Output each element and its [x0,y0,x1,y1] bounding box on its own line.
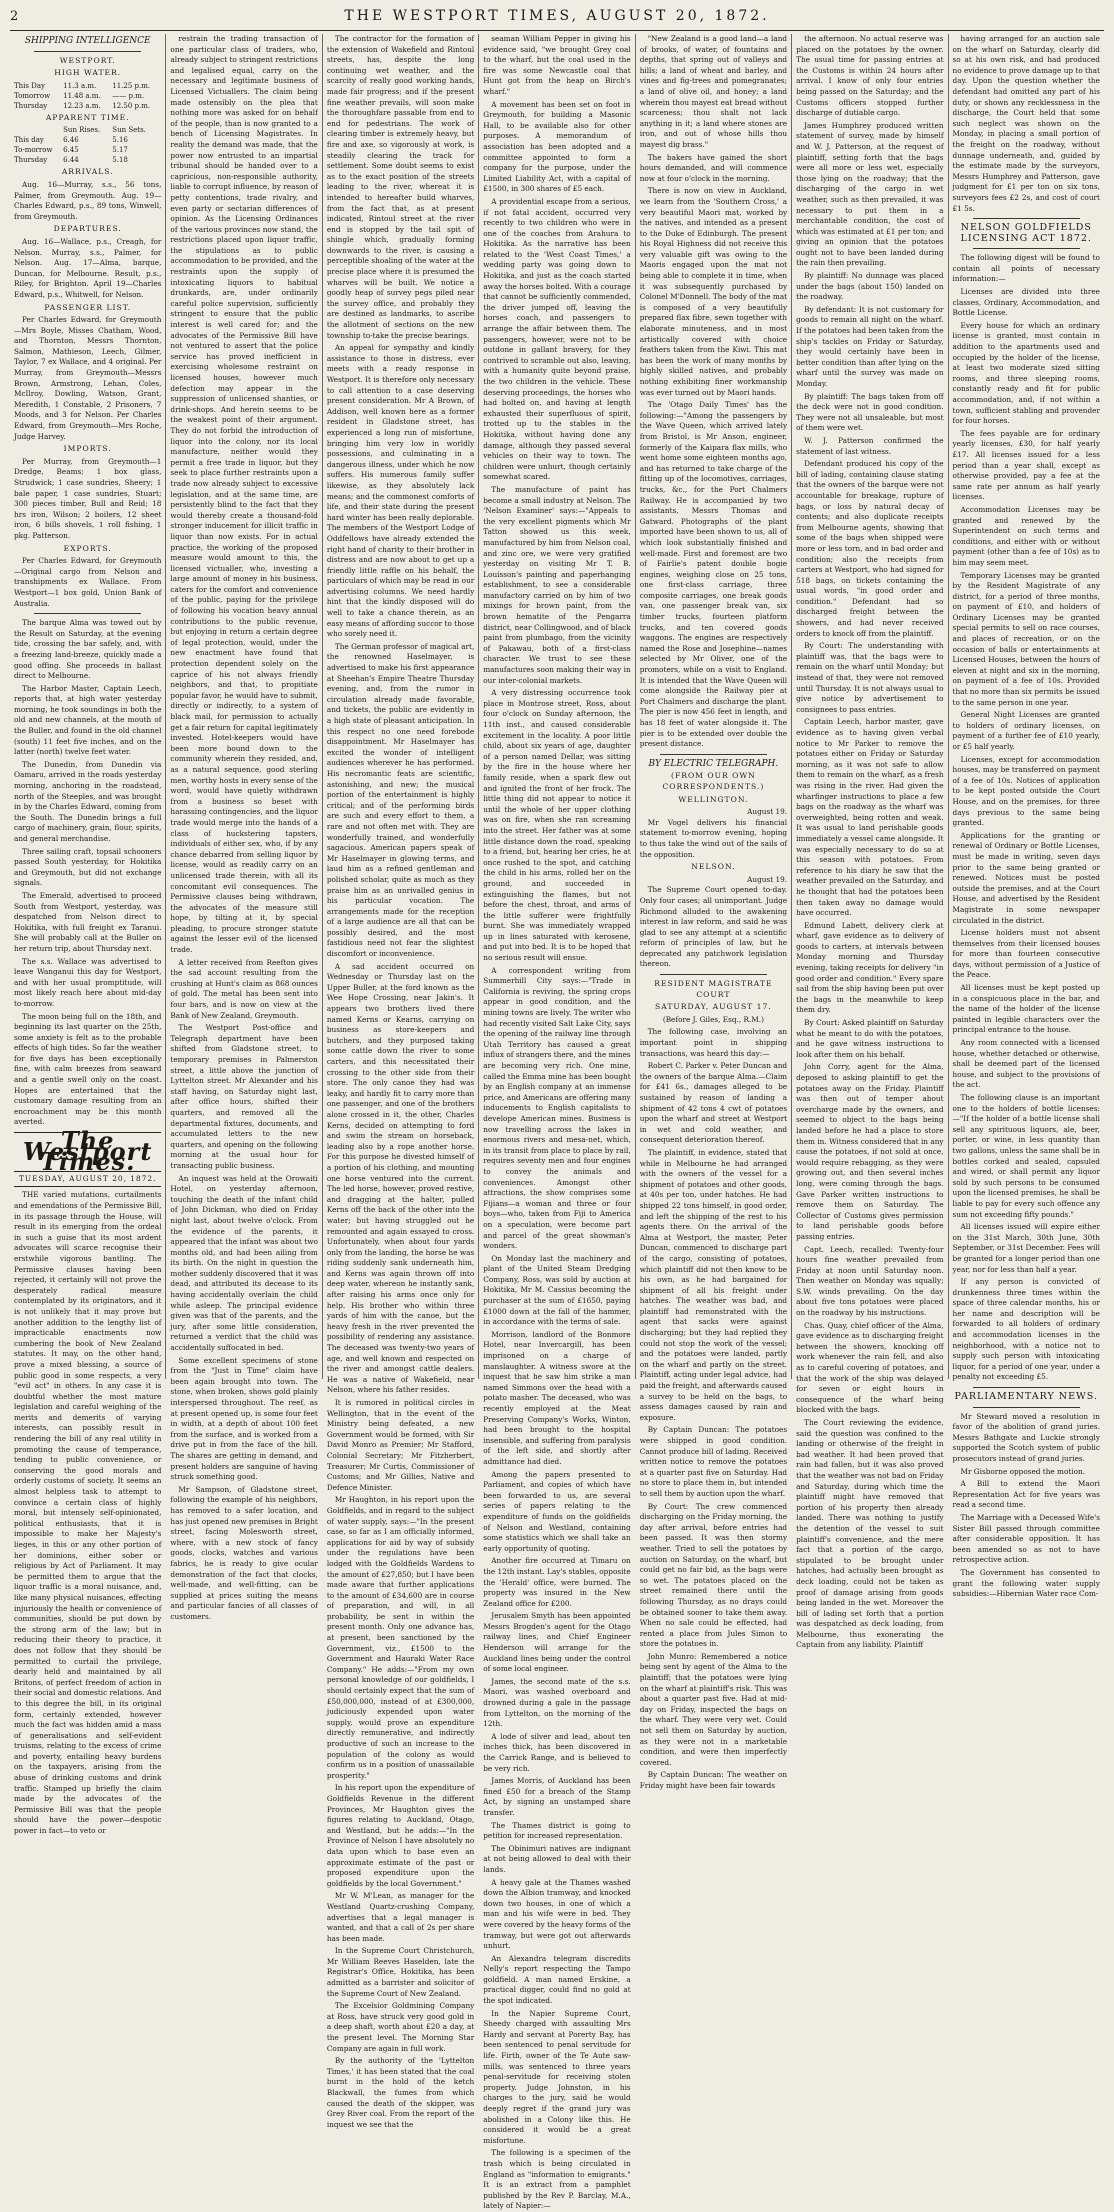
court-paragraph: Robert C. Parker v. Peter Duncan and the owners of the barque Alma.—Claim for £41 6s., damages alleged to be sustained by reason of landing a shipment of 42 tons 4 cwt of potatoes upon the wharf and street at Westport in wet and cold weather, and consequent deterioration thereof. [639,1061,788,1145]
wellington-heading: WELLINGTON. [678,794,749,804]
column-3 [323,34,479,2129]
apparent-time-heading: APPARENT TIME. [45,112,130,122]
departures-text: Aug. 16—Wallace, p.s., Creagh, for Nelson. Murray, s.s., Palmer, for Nelson. Aug. 17—Alma, barque, Duncan, for Melbourne. Result, p.s., Riley, for Brighton. April 19—Charles Edward, p.s., Whitwell, for Nelson. [14,236,162,299]
high-water-table [14,81,161,111]
columns [10,34,1104,2211]
passenger-heading: PASSENGER LIST. [44,302,132,312]
table-row: Thursday 12.23 a.m. 12.50 p.m. [14,101,151,110]
article-paragraph: A sad accident occurred on Wednesday or Thursday last on the Upper Buller, at the ford known as the Wee Hope Crossing, near Jakin's. It appears two brothers lived there named Kerns or Kearns, carrying on business as store-keepers and butchers, and they purposed taking some cattle down the river to some carters, and this necessitated their crossing to the other side from their store. The only canoe they had was leaky, and hardly fit to carry more than one passenger, and one of the brothers alone crossed in it, the other, Charles Kerns, decided on attempting to ford and swim the stream on horseback, leading also by a rope another horse. For this purpose he divested himself of a portion of his clothing, and mounting one horse ventured into the current. The led horse, however, proved restive, and dragging at the halter, pulled Kerns off the back of the other into the water; but having struggled out he remounted and again essayed to cross. Unfortunately, when about four yards only from the landing, the horse he was riding suddenly sank underneath him, and Kerns was again thrown off into deep water, whereon he instantly sank, after raising his arms once only for help. His brother who within three yards of him with the canoe, but the heavy fresh in the river prevented the possibility of rendering any assistance. The deceased was twenty-two years of age, and well known and respected on the river and amongst cattle dealers. He was a native of Wakefield, near Nelson, where his father resides. [326,961,475,1395]
shipping-note: Three sailing craft, topsail schooners passed South yesterday, for Hokitika and Greymouth, but did not exchange signals. [14,846,162,888]
court-paragraph: the afternoon. No actual reserve was placed on the potatoes by the owner. The usual time for passing entries at the Customs is within 24 hours after arrival. I know of only four entries being passed on the Saturday; and the Customs officers stopped further discharge of dutiable cargo. [796,34,944,118]
table-row: This Day 11.3 a.m. 11.25 p.m. [14,81,151,90]
court-paragraph: By Court: The understanding with plaintiff was, that the bags were to remain on the wharf until Monday; but instead of that, they were not removed until Thursday. It is not always usual to give notice by advertisement to consignees to pass entries. [796,641,944,714]
arrivals-heading: ARRIVALS. [61,167,114,177]
article-paragraph: The bakers have gained the short hours demanded, and will commence now at four o'clock in the morning. [639,152,788,183]
article-paragraph: Morrison, landlord of the Bonmore Hotel, near Invercargill, has been imprisoned on a charge of manslaughter. A witness swore at the inquest that he saw him strike a man named Simmons over the head with a potato masher. The deceased, who was recently employed at the Meat Preserving Company's Works, Winton, had been brought to the hospital insensible, and suffering from paralysis of the left side, and shortly after admittance had died. [483,1329,631,1466]
dateline: TUESDAY, AUGUST 20, 1872. [14,1174,161,1188]
column-4 [479,34,635,2211]
parliament-paragraph: Mr Steward moved a resolution in favor of the abolition of grand juries. Messrs Bathgate and Luckie strongly supported the Scotch system of public prosecutors instead of grand juries. [952,1411,1100,1463]
wellington-date: August 19. [747,807,788,817]
court-paragraph: By Captain Duncan: The potatoes were shipped in good condition. Cannot produce bill of lading. Received written notice to remove the potatoes at a quarter past five on Saturday. Had no store to place them in, but intended to sell them by auction upon the wharf. [639,1425,788,1498]
parliament-paragraph: A Bill to extend the Maori Representation Act for five years was read a second time. [952,1479,1100,1510]
article-paragraph: A lode of silver and lead, about ten inches thick, has been discovered in the Carrick Range, and is believed to be very rich. [483,1731,631,1773]
paper-title: The Westport Times. [14,1132,161,1172]
article-paragraph: James, the second mate of the s.s. Maori, was washed overboard and drowned during a gale in the passage from Lyttelton, on the morning of the 12th. [483,1676,631,1729]
leader-article: THE varied mutations, curtailments and emendations of the Permissive Bill, in its passage through the House, will result in its emerging from the ordeal in such a guise that its most ardent advocates will scarce recognise their erstwhile vigorous bantling. The Permissive clauses having been rejected, it certainly will not prove the desperately radical measure contemplated by its originators, and it is not unlikely that it may prove but another addition to the lengthy list of impracticable enactments now cumbering the book of New Zealand statutes. It may, on the other hand, prove a mixed blessing, a source of public good in some respects, a very "evil act" in others. In any case it is doubtful whether the most mature legislation and careful weighing of the merits and demerits of varying interests, can possibly result in rendering the bill of any real utility in promoting the cause of temperance, tending to public convenience, or conserving the good morals and orderly customs of society. It seems an almost helpless task to attempt to convince a certain class of highly moral, but intensely self-opinionated, political enthusiasts, that it is impossible to make her Majesty's lieges, in this or any other portion of her dominions, either sober or religious by Act of Parliament. It may be permitted them to argue that the liquor traffic is a moral nuisance, and, like many physical nuisances, effecting injuriously the health or convenience of communities, should be put down by the strong arm of the law; but in reducing their theory to practice, it does not follow that they should be permitted to curtail the privilege, dearly held and maintained by all Britons, of perfect freedom of action in their social and domestic relations. And to this degree the bill, in its original form, certainly extended, however much the fact was hidden amid a mass of generalisations and self-evident truisms, relating to the excess of crime and poverty, entailing heavy burdens on the taxpayers, arising from the abuse of drinking customs and drink traffic. Stamped up briefly the claim made by the advocates of the Permissive Bill was that the people should have the power—despotic power in fact—to veto or [14,1190,162,1836]
port-heading: WESTPORT. [59,55,116,65]
table-header: Sun Rises. Sun Sets. [63,126,146,135]
imports-text: Per Murray, from Greymouth—1 Dredge, Beams; 1 box glass, Strudwick; 1 case sundries, Sheery; 1 bale paper, 1 case sundries, Stuart; 300 pieces timber, Bull and Reid; 18 hrs iron, Wilson; 2 boilers, 12 sheet iron, 6 bills shovels, 1 roll fishing, 1 pkg. Patterson. [14,456,162,540]
court-paragraph: John Munro: Remembered a notice being sent by agent of the Alma to the plaintiff; that the potatoes were lying on the wharf at plaintiff's risk. This was about a quarter past five. Had at mid-day on Friday, inspected the bags on the wharf. They were very wet. Could not sell them on Saturday by auction, as they were not in a marketable condition, and were then imperfectly covered. [639,1651,788,1767]
nelson-text: The Supreme Court opened to-day. Only four cases; all unimportant. Judge Richmond alluded to the awakening interest in law reform, and said he was glad to see any attempt at a scientific reform of principles of law, but he deprecated any patchwork legislation thereon. [639,885,788,969]
article-paragraph: The Westport Post-office and Telegraph department have been shifted from Gladstone street, to temporary premises in Palmerston street, a little above the junction of Lyttelton street. Mr Alexander and his staff having, on Saturday night last, after office hours, shifted their quarters, and removed all the departmental fixtures, documents, and accumulated letters to the new quarters, and opening on the following morning at the usual hour for transacting public business. [170,1023,318,1170]
article-paragraph: A very distressing occurrence took place in Montrose street, Ross, about four o'clock on Sunday afternoon, the 11th inst., and caused considerable excitement in the locality. A poor little child, about six years of age, daughter of a person named Dellar, was sitting by the fire in the house where her family reside, when a spark flew out and ignited the front of her frock. The little thing did not appear to notice it until the whole of her upper clothing was on fire, when she ran screaming into the street. Her father was at some little distance down the road, speaking to a friend, but, hearing her cries, he at once rushed to the spot, and catching the child in his arms, rolled her on the ground, and succeeded in extinguishing the flames, but not before the chest, throat, and arms of the little sufferer were frightfully burnt. She was immediately wrapped up in lines saturated with kerosene, and put into bed. It is to be hoped that no serious result will ensue. [483,688,631,963]
exports-heading: EXPORTS. [63,543,112,553]
arrivals-text: Aug. 16—Murray, s.s., 56 tons, Palmer, from Greymouth. Aug. 19—Charles Edward, p.s., 89 tons, Winwell, from Greymouth. [14,179,162,221]
column-5 [636,34,792,1790]
court-paragraph: Edmund Labett, delivery clerk at wharf, gave evidence as to delivery of goods to carters, at intervals between Monday morning and Thursday evening, taking receipts for delivery "in good order and condition." Every spare sail from the ship having been put over the bags in the meanwhile to keep them dry. [796,920,944,1015]
article-paragraph: In the Napier Supreme Court, Sheedy charged with assaulting Mrs Hardy and servant at Porerty Bay, has been sentenced to penal servitude for life. Firth, owner of the Te Aute saw-mills, was sentenced to three years penal-servitude for receiving stolen property. Judge Johnston, in his charges to the jury, said he would deeply regret if the grand jury was abolished in a Colony like this. He considered it would be a great misfortune. [483,2008,631,2145]
court-paragraph: The Court reviewing the evidence, said the question was confined to the landing or otherwise of the freight in bad weather. It had been proved that rain had fallen, but it was also proved that the weather was not bad on Friday and Saturday, during which time the plaintiff might have removed that portion of his property then already landed. There was nothing to justify the detention of the vessel to suit plaintiff's convenience, and the mere fact that a portion of the cargo, stipulated to be brought under hatches, had actually been brought as deck loading, could not be taken as proof of damage arising from goods being landed in the wet. Moreover the bill of lading set forth that a portion was despatched as deck loading, from Melbourne, thus exonerating the Captain from any liability. Plaintiff [796,1418,944,1650]
court-paragraph: The plaintiff, in evidence, stated that while in Melbourne he had arranged with the owners of the vessel for a shipment of potatoes and other goods, at 40s per ton, under hatches. He had shipped 22 tons himself, in good order, and left the shipping of the rest to his agents there. On the arrival of the Alma at Westport, the master, Peter Duncan, commenced to discharge part of the cargo, consisting of potatoes, which plaintiff did not then know to be his own, as he had bargained for shipment of all his freight under hatches. The weather was bad, and plaintiff had remonstrated with the agent that sacks were against discharging; but they had replied they could not stop the work of the vessel; and the potatoes were landed, partly on the wharf and partly on the street. Plaintiff, acting under legal advice, had paid the freight, and afterwards caused a survey to be held on the bags, to assess damages caused by rain and exposure. [639,1147,788,1422]
goldfields-paragraph: Accommodation Licenses may be granted and renewed by the Superintendent on such terms and conditions, and either with or without payment (other than a fee of 10s) as to him may seem meet. [952,504,1100,567]
article-paragraph: Some excellent specimens of stone from the "Just in Time" claim have been again brought into town. The stone, when broken, shows gold plainly interspersed throughout. The reef, as at present opened up, is some four feet in width, at a depth of about 100 feet from the surface, and is worked from a drive put in from the face of the hill. The shares are getting in demand, and present holders are sanguine of having struck something good. [170,1355,318,1482]
page-number: 2 [10,9,19,24]
court-paragraph: Capt. Leech, recalled: Twenty-four hours fine weather prevailed from Friday at noon until Saturday noon. Then weather on Monday was squally; S.W. winds prevailing. On the day about five tons potatoes were placed on the roadway by his instructions. [796,1244,944,1318]
shipping-note: The Emerald, advertised to proceed South from Westport, yesterday, was despatched from Nelson direct to Hokitika, with full freight ex Taranui. She will probably call at the Buller on her return trip, about Thursday next. [14,890,162,953]
departures-heading: DEPARTURES. [53,224,122,234]
article-paragraph: Another fire occurred at Timaru on the 12th instant. Lay's stables, opposite the 'Herald' office, were burned. The property was insured in the New Zealand office for £200. [483,1556,631,1608]
table-row: Tomorrow 11.48 a.m. —— p.m. [14,91,145,100]
article-paragraph: The 'Otago Daily Times' has the following:—"Among the passengers by the Wave Queen, which arrived lately from Bristol, is Mr Anson, engineer, formerly of the Kaipara flax mills, who went home some eighteen months ago, and has returned to take charge of the fitting up of the locomotives, carriages, trucks, &c., for the Port Chalmers Railway. He is accompanied by two assistants, Messrs Thomas and Gatward. Photographs of the plant imported have been shown to us, all of which look substantially finished and well-made. First and foremost are two of Fairlie's patent double bogie engines, weighing close on 25 tons, one first-class carriage, three composite carriages, one break goods van, one passenger break van, six timber trucks, fourteen platform trucks, and ten covered goods waggons. The engines are respectively named the Rose and Josephine—names selected by Mr Oliver, one of the promoters, while on a visit to England. It is intended that the Wave Queen will come alongside the Railway pier at Port Chalmers and discharge the plant. The pier is now 456 feet in length, and has 18 feet of water alongside it. The pier is to be extended over double the present distance. [639,400,788,749]
article-paragraph: There is now on view in Auckland, we learn from the 'Southern Cross,' a very beautiful Maori mat, worked by the natives, and intended as a present to the Duke of Edinburgh. The present his Royal Highness did not receive this very valuable gift was owing to the Maoris engaged upon the mat not being able to complete it in time, when it was subsequently purchased by Colonel M'Donnell. The body of the mat is composed of a very beautifully prepared flax fibre, sewn together with elaborate minuteness, and in most artistically covered with choice feathers taken from the Kiwi. This mat has been the work of many months by highly skilled natives, and probably nothing exhibiting finer workmanship was ever turned out by Maori hands. [639,186,788,397]
article-paragraph: In his report upon the expenditure of Goldfields Revenue in the different Provinces, Mr Haughton gives the figures relating to Auckland, Otago, and Westland, but he adds:—"In the Province of Nelson I have absolutely no data upon which to base even an approximate estimate of the past or proposed expenditure upon the goldfields by the local Government." [326,1783,475,1888]
article-paragraph: "New Zealand is a good land—a land of brooks, of water, of fountains and depths, that spring out of valleys and hills; a land of wheat and barley, and vines and fig-trees and pomegranates; a land of olive oil, and honey; a land wherein thou mayest eat bread without scarceness; thou shalt not lack anything in it; a land where stones are iron, and out of whose hills thou mayest dig brass." [639,34,788,149]
court-paragraph: By defendant: It is not customary for goods to remain all night on the wharf. If the potatoes had been taken from the ship's tackles on Friday or Saturday, they would certainly have been in better condition than after lying on the wharf until the survey was made on Monday. [796,304,944,388]
article-paragraph: An Alexandra telegram discredits Nelly's report respecting the Tampo goldfield. A man named Erskine, a practical digger, could find no gold at the spot indicated. [483,1953,631,2006]
running-head: THE WESTPORT TIMES, AUGUST 20, 1872. [344,8,770,24]
goldfields-heading: NELSON GOLDFIELDS LICENSING ACT 1872. [960,222,1092,244]
goldfields-paragraph: The fees payable are for ordinary yearly licenses, £30, for half yearly £17. All licenses issued for a less period than a year shall, except as otherwise provided, pay a fee at the same rate per annum as half yearly licenses. [952,428,1100,502]
goldfields-paragraph: Every house for which an ordinary license is granted, must contain in addition to the apartments used and occupied by the holder of the license, at least two moderate sized sitting rooms, and three sleeping rooms, constantly ready and fit for public accommodation, and, if not within a town, sufficient stabling and provender for four horses. [952,320,1100,426]
court-paragraph: having arranged for an auction sale on the wharf on Saturday, clearly did so at his own risk, and had produced no evidence to prove damage up to that day. Upon the question whether the defendant had omitted any part of his duty, or shown any recklessness in the discharge, the Court held that some such neglect was shown on the Monday, in placing a small portion of the freight on the roadway, without dunnage underneath, and, guided by the estimate made by the surveyors, Messrs Humphrey and Patterson, gave judgment for £1 per ton on six tons, surveyors fees £2 2s, and cost of court £1 5s. [952,34,1100,213]
goldfields-paragraph: If any person is convicted of drunkenness three times within the space of three calendar months, his or her name and description will be forwarded to all holders of ordinary and accommodation licenses in the neighborhood, with a notice not to supply such person with intoxicating liquor, for a period of one year, under a penalty not exceeding £5. [952,1277,1100,1382]
article-paragraph: The manufacture of paint has become a small industry at Nelson. The 'Nelson Examiner' says:—"Appeals to the very excellent pigments which Mr Tatton showed us this week, manufactured by him from Nelson coal, and zinc ore, we were very gratified yesterday on visiting Mr T. B. Louisson's painting and paperhanging establishment, to see a considerable manufactory carried on by him of two mixings for brown paint, from the brown hematite of the Pengarra district, near Collingwood, and of black paint from plumbago, from the vicinity of Pakawau, both of a first-class character. We trust to see these manufactures soon making their way in our inter-colonial markets. [483,484,631,685]
table-row: To-morrow 6.45 5.17 [14,146,128,155]
telegraph-heading: BY ELECTRIC TELEGRAPH. [648,758,779,769]
goldfields-paragraph: All licenses issued will expire either on the 31st March, 30th June, 30th September, or 31st December. Fees will be granted for a longer period than one year, nor for less than half a year. [952,1222,1100,1274]
article-paragraph: The Obinimuri natives are indignant at not being allowed to deal with their lands. [483,1843,631,1874]
court-paragraph: By plaintiff: No dunnage was placed under the bags (about 150) landed on the roadway. [796,271,944,302]
goldfields-paragraph: Licenses are divided into three classes, Ordinary, Accommodation, and Bottle License. [952,287,1100,318]
article-paragraph: The Excelsior Goldmining Company at Ross, have struck very good gold in a deep shaft, worth about £20 a day, at the present level. The Morning Star Company are again in full work. [326,2001,475,2053]
article-paragraph: Mr Sampson, of Gladstone street, following the example of his neighbors, has removed to a safer location, and has just opened new premises in Bright street, facing Molesworth street, where, with a new stock of fancy goods, clocks, watches and various fabrics, he is ready to give ocular demonstration of the fact that clocks, well-made, and well-fitting, can be supplied at prices suiting the means and particular fancies of all classes of customers. [170,1484,318,1621]
article-paragraph: Mr Haughton, in his report upon the Goldfields, and in regard to the subject of water supply, says:—"In the present case, so far as I am officially informed, applications for aid by way of subsidy under the regulations have been lodged with the Goldfields Wardens to the amount of £27,850; but I have been made aware that further applications to the amount of £34,600 are in course of preparation, and will, in all probability, be sent in within the present month. Only one advance has, at present, been sanctioned by the Government, viz., £1500 to the Government and Hauraki Water Race Company." He adds:—"From my own personal knowledge of our goldfields, I should certainly expect that the sum of £50,000,000, instead of at £300,000, judiciously expended upon water supply, would prove an expenditure directly remunerative, and indirectly productive of such an increase to the population of the colony as would confirm us in a position of unassailable prosperity." [326,1495,475,1780]
court-heading: RESIDENT MAGISTRATE COURT [654,979,773,999]
passenger-text: Per Charles Edward, for Greymouth—Mrs Boyle, Misses Chatham, Wood, and Thornton, Messrs Thornton, Salmon, Mathieson, Leech, Gilmer, Taylor, 7 ex Wallace, and 4 original. Per Murray, from Greymouth—Messrs Brown, Armstrong, Lehan, Coles, McIlroy, Dowling, Watson, Grant, Meredith, 1 Constable, 2 Prisoners, 7 Moods, and 3 for Nelson. Per Charles Edward, from Greymouth—Mrs Roche, Judge Harvey. [14,315,162,441]
court-bench: (Before J. Giles, Esq., R.M.) [662,1014,764,1024]
court-paragraph: Defendant produced his copy of the bill of lading, containing clause stating that the owners of the barque were not accountable for breakage, rupture of bags, or loss by natural decay of contents; and also duplicate receipts from Melbourne agents, showing that some of the bags when shipped were more or less torn, and in bad order and condition; also the receipts from carters at Westport, who had signed for 518 bags, on tickets containing the usual words, "in good order and condition." Defendant had so discharged freight between the showers, and had never received orders to knock off from the plaintiff. [796,459,944,638]
shipping-heading: SHIPPING INTELLIGENCE [24,36,151,46]
article-paragraph: James Morris, of Auckland has been fined £50 for a breach of the Stamp Act, by signing an unstamped share transfer. [483,1776,631,1817]
goldfields-paragraph: All licenses must be kept posted up in a conspicuous place in the bar, and the name of the holder of the license painted in legible characters over the principal entrance to the house. [952,983,1100,1035]
article-paragraph: An inquest was held at the Orowaiti Hotel, on yesterday afternoon, touching the death of the infant child of John Dickman, who died on Friday night last, about twelve o'clock. From the evidence of the parents, it appeared that the infant was about two months old, and had been ailing from its birth. On the night in question the mother suddenly discovered that it was dead, and attributed its decease to its having accidentally overlain the child while asleep. The principal evidence given was that of the parents, and the jury, after some little consideration, returned a verdict that the child was accidentally suffocated in bed. [170,1173,318,1353]
article-paragraph: Among the papers presented to Parliament, and copies of which have been forwarded to us, are several series of papers relating to the expenditure of funds on the goldfields of Nelson and Westland, containing some statistics which we shall take an early opportunity of quoting. [483,1469,631,1553]
article-paragraph: A heavy gale at the Thames washed down the Albion tramway, and knocked down two houses, in one of which a man and his wife were in bed. They were covered by the heavy forms of the tramway, but were got out afterwards unhurt. [483,1877,631,1951]
article-paragraph: seaman William Pepper in giving his evidence said, "we brought Grey coal to the wharf, but the coal used in the fire was some Newcastle coal that Hunt got from the heap on Birch's wharf." [483,34,631,96]
goldfields-paragraph: The following digest will be found to contain all points of necessary information:— [952,253,1100,284]
apparent-time-table [14,125,161,165]
goldfields-paragraph: License holders must not absent themselves from their licensed houses for more than fourteen consecutive days, without permission of a Justice of the Peace. [952,928,1100,980]
article-paragraph: A movement has been set on foot in Greymouth, for building a Masonic Hall, to be available also for other purposes. A memorandum of association has been adopted and a committee appointed to form a company for the purpose, under the Limited Liability Act, with a capital of £1500, in 300 shares of £5 each. [483,99,631,194]
exports-text: Per Charles Edward, for Greymouth—Original cargo from Nelson and transhipments ex Wallace. From Westport—1 box gold, Union Bank of Australia. [14,556,162,608]
shipping-note: The Dunedin, from Dunedin via Oamaru, arrived in the roads yesterday morning, anchoring in the roadstead, north of the Steeples, and was brought in by the Charles Edward, coming from the South. The Dunedin brings a full cargo of machinery, grain, flour, spirits, and general merchandise. [14,759,162,843]
court-paragraph: Chas. Quay, chief officer of the Alma, gave evidence as to discharging freight between the showers, knocking off work whenever the rain fell, and also as to careful covering of potatoes, and that the work of the ship was delayed for seven or eight hours in consequence of the wharf being blocked with the bags. [796,1320,944,1415]
shipping-note: The Harbor Master, Captain Leech, reports that, at high water yesterday morning, he took soundings in both the old and new channels, at the mouth of the Buller, and found in the old channel (south) 11 feet five inches, and on the latter (north) twelve feet water. [14,683,162,757]
parliament-paragraph: The Marriage with a Deceased Wife's Sister Bill passed through committee after considerable opposition. It has been amended so as not to have retrospective action. [952,1512,1100,1565]
court-paragraph: The following case, involving an important point in shipping transactions, was heard this day:— [639,1027,788,1058]
shipping-note: The moon being full on the 18th, and beginning its last quarter on the 25th, some anxiety is felt as to the probable effects of high tides. So far the weather for five days has been exceptionally fine, with calm breezes from seaward and a gentle swell only on the coast. Hopes are entertained that the customary damage resulting from an encroachment may be this month averted. [14,1011,162,1127]
article-paragraph: The contractor for the formation of the extension of Wakefield and Rintoul streets, has, despite the long continuing wet weather, and the scarcity of really good working hands, made fair progress; and if the present fine weather prevails, will soon make the thoroughfare passable from end to end for pedestrians. The work of clearing timber is extremely heavy, but fire and axe, so vigorously at work, is steadily clearing the track for settlement. Some doubt seems to exist as to the exact position of the streets leading to the river, whereat it is intended to hereafter build wharves, from the fact that, as at present indicated, Rintoul street at the river end is stopped by the tail spit of shingle which, gradually forming downwards to the river, is causing a perceptible shoaling of the water at the precise place where it is presumed the wharves will be built. We notice a goodly heap of survey pegs piled near the survey office, and probably they are destined as landmarks, to ascribe the allotment of sections on the new township to-take the precise bearings. [326,34,475,340]
shipping-note: The s.s. Wallace was advertised to leave Wanganui this day for Westport, and with her usual promptitude, will most likely reach here about mid-day to-morrow. [14,956,162,1008]
parliament-paragraph: Mr Gisborne opposed the motion. [960,1466,1086,1476]
article-paragraph: In the Supreme Court Christchurch, Mr William Reeves Haselden, late the Registrar's Office, Hokitika, has been admitted as a barrister and solicitor of the Supreme Court of New Zealand. [326,1946,475,1998]
article-paragraph: restrain the trading transaction of one particular class of traders, who, already subject to stringent restrictions and legalised equal, carry on the necessary and legitimate business of Licensed Victuallers. The claim being made ostensibly on the plea that nothing more was asked for on behalf of the people, than is now granted to a bench of Licensing Magistrates. In reality the demand was made, that the power now entrusted to an impartial tribunal should be handed over to a capricious, non-responsible authority, liable to corrupt influence, by reason of petty contentions, trade rivalry, and even party or sectarian differences of opinion. As the Licensing Ordinances of the various provinces now stand, the restrictions placed upon liquor traffic, the stipulations as to public accommodation to be provided, and the restraints upon the supply of intoxicating liquors to habitual drunkards, are, under ordinarily careful police supervision, sufficiently stringent to ensure that the public interest is well cared for; and the advocates of the Permissive Bill have not ventured to assert that the police service has proved inefficient in exercising wholesome restraint on licensed houses, however much defection may appear in the suppression of unlicensed shanties, or drink-shops. And herein seems to be the weakest point of their argument. They do not forbid the introduction of liquor into the colony, nor its local manufacture, neither would they permit a free trade in liquor, but they seek to place further restraints upon a trade now already subject to excessive legislation, and at the same time, are persistently blind to the fact that they would thereby create a thousand-fold stronger inducement for illicit traffic in liquor than now exists. For in actual practice, the working of the proposed measure would amount to this, the licensed victualler, who, investing a large amount of money in his business, caters for the comfort and convenience of the public, paying for the privilege of following his vocation heavy annual contributions to the public revenue, but enjoying in return a certain degree of legal protection, would, under the new enactment have found that protection dependent solely on the caprice of his not always friendly neighbors, and that, to propitiate popular favor, he would have to submit, directly or indirectly, to a system of black mail, for permission to actually get a fair return for capital legitimately invested. Hotel-keepers would have been more bound down to the community wherein they resided, and, as a natural sequence, good sterling men, worthy hosts in every sense of the word, would have quietly withdrawn from a business so beset with harassing contingencies, and the liquor trade would merge into the hands of a class of huckstering tapsters, individuals of either sex, who, if by any chance debarred from selling liquor by license, would as readily carry on an unlicensed trade therein, with all its concomitant evil consequences. The Permissive clauses being withdrawn, the advocates of the measure still hope, by tilting at it, by special pleading, to procure stronger statute against the lesser evil of the licensed trade. [170,34,318,955]
nelson-date: August 19. [747,874,788,884]
court-paragraph: James Humphrey produced written statement of survey, made by himself and W. J. Patterson, at the request of plaintiff, setting forth that the bags were all more or less wet, especially those lying on the roadway; that the discharging of the cargo in wet weather, such as then prevailed, it was necessary to put them in a merchantable condition, the cost of which was estimated at £1 per ton; and giving an opinion that the potatoes ought not to have been landed during the rain then prevailing. [796,120,944,268]
article-paragraph: A providential escape from a serious, if not fatal accident, occurred very recently to two children who were in one of the coaches from Arahura to Hokitika. As the narrative has been related to the 'West Coast Times,' a wedding party was going down to Hokitika, and just as the coach started away the horses bolted. With a courage that cannot be sufficiently commended, the driver jumped off, leaving the horses coach, and passengers to arrange the affair between them. The passengers, however, were not to be outdone in gallant bravery, for they contrived to scramble out also, leaving, with a humanity quite beyond praise, the two children in the vehicle. These deserving proceedings, the horses who had bolted on, and having at length exhausted their superfluous of spirit, trotted up to the stables in the Hokitika, without having done any damage, although they passed several vehicles on their way to town. The children were unhurt, though certainly somewhat scared. [483,196,631,482]
masthead [10,8,1104,31]
court-paragraph: By Court: Asked plaintiff on Saturday what he meant to do with the potatoes, and he gave witness instructions to look after them on his behalf. [796,1018,944,1059]
column-7 [949,34,1104,1599]
article-paragraph: By the authority of the 'Lyttelton Times,' it has been stated that the coal burnt in the hold of the ketch Blackwall, the fumes from which caused the death of the skipper, was Grey River coal. From the report of the inquest we see that the [326,2056,475,2129]
court-paragraph: John Corry, agent for the Alma, deposed to asking plaintiff to get the potatoes away on the Friday. Plaintiff was then out of temper about overcharge made by the owners, and seemed to object to the bags being landed before he had a place to store them in. Witness considered that in any cause the potatoes, if not sold at once, would require rebagging, as they were growing out, and then several inches long, were coming through the bags. Gave Parker written instructions to remove them on Saturday. The Collector of Customs gives permission to land perishable goods before passing entries. [796,1062,944,1241]
goldfields-paragraph: Any room connected with a licensed house, whether detached or otherwise, shall be deemed part of the licensed house, and subject to the provisions of the act. [952,1038,1100,1090]
court-date: SATURDAY, AUGUST 17. [655,1002,772,1012]
goldfields-paragraph: Licenses, except for accommodation houses, may be transferred on payment of a fee of 10s. Notices of application to be kept posted outside the Court House, and on the premises, for three days previous to the same being granted. [952,754,1100,828]
court-paragraph: By plaintiff: The bags taken from off the deck were not in good condition. They were not all unsaleable, but most of them were wet. [796,391,944,433]
nelson-heading: NELSON. [691,862,736,872]
column-6 [792,34,948,1650]
court-paragraph: W. J. Patterson confirmed the statement of last witness. [796,435,944,456]
article-paragraph: A correspondent writing from Summerhill City says:—"Trade in California is reviving, the spring crops appear in good condition, and the mining towns are lively. The writer who had recently visited Salt Lake City, says the opening of the railway line through Utah Territory has caused a great influx of strangers there, and the mines are becoming very rich. One mine, called the Emma mine has been bought by an English company at an immense price, and Americans are offering many inducements to English capitalists to develope American mines. Business is now travelling across the lakes in enormous rivers and mesa-net, which, in its transit from place to place by rail, requires seventy men and four engines to convey the animals and conveniences. Amongst other attractions, the show comprises some Fijians—a woman and three or four boys—who, taken from Fiji to America on a speculation, were become part and parcel of the great showman's wonders. [483,965,631,1251]
high-water-heading: HIGH WATER. [54,68,122,78]
article-paragraph: A letter received from Reefton gives the sad account resulting from the crushing at Hunt's claim as 868 ounces of gold. The metal has been sent into four bars, and is now on view at the Bank of New Zealand, Greymouth. [170,957,318,1020]
parliament-heading: PARLIAMENTARY NEWS. [954,1391,1098,1403]
wellington-text: Mr Vogel delivers his financial statement to-morrow evening, hoping to thus take the wind out of the sails of the opposition. [639,817,788,859]
imports-heading: IMPORTS. [63,444,112,454]
goldfields-paragraph: The following clause is an important one to the holders of bottle licenses:—"If the holder of a bottle license shall sell any spirituous liquors, ale, beer, porter, or wine, in less quantity than two gallons, unless the same shall be in bottles corked and sealed, capsuled and wired, or shall permit any liquor sold by such persons to be consumed upon the licensed premises, he shall be liable to pay for every such offence any sum not exceeding fifty pounds." [952,1093,1100,1219]
article-paragraph: The German professor of magical art, the renowned Haselmayer, is advertised to make his first appearance at Sheehan's Empire Theatre Thursday evening, and, from the rumor in circulation already made favorable, and tickets, the public are evidently in a high state of pleasant anticipation. In this respect no one need forebode disappointment. Mr Haselmayer has excited the wonder of intelligent audiences wherever he has performed. His necromantic feats are scientific, astonishing, and new; the musical portion of the entertainment is highly critical; and of the performing birds are such and every effort to them, a rare and not often met with. They are wonderfully trained, and wonderfully sagacious. American papers speak of Mr Haselmayer in glowing terms, and laud him as a refined gentleman and polished scholar, quite as much as they praise him as an unrivalled genius in his particular vocation. The arrangements made for the reception of a large audience are all that can be possibly desired, and the most fastidious need not fear the slightest discomfort or inconvenience. [326,641,475,959]
goldfields-paragraph: Temporary Licenses may be granted by the Resident Magistrate of any district, for a period of three months, on payment of £10, and holders of Ordinary Licenses may be granted special permits to sell on race courses, and places of recreation, or on the occasion of balls or entertainments at Licensed Houses, between the hours of eleven at night and six in the morning, on payment of a fee of 10s. Provided that no more than six permits be issued to the same person in one year. [952,570,1100,707]
article-paragraph: Jerusalem Smyth has been appointed Messrs Brogden's agent for the Otago railway lines, and Chief Engineer Henderson will arrange for the Auckland lines being under the control of some local engineer. [483,1611,631,1674]
article-paragraph: Mr W. M'Lean, as manager for the Westland Quartz-crushing Company, advertises that a legal manager is wanted, and that a call of 2s per share has been made. [326,1891,475,1943]
table-row: This day 6.46 5.16 [14,136,128,145]
telegraph-subheading: (FROM OUR OWN CORRESPONDENTS.) [662,771,765,791]
article-paragraph: The following is a specimen of the trash which is being circulated in England as "information to emigrants." It is an extract from a pamphlet published by the Rev P. Barclay, M.A., lately of Napier:— [483,2148,631,2211]
column-1 [10,34,166,1836]
article-paragraph: On Monday last the machinery and plant of the United Steam Dredging Company, Ross, was sold by auction at Hokitika, Mr M. Cassius becoming the purchaser at the sum of £1650, paying £1000 down at the fall of the hammer, in accordance with the terms of sale. [483,1253,631,1327]
article-paragraph: An appeal for sympathy and kindly assistance to those in distress, ever meets with a ready response in Westport. It is therefore only necessary to call attention to a case deserving present consideration. Mr A Brown, of Addison, well known here as a former resident in Gladstone street, has experienced a long run of misfortune, bringing him very low in worldly possessions, and culminating in a dangerous illness, under which he now suffers. His numerous family suffer likewise, as they absolutely lack means; and the commonest comforts of life, and their state during the present hard winter has been really deplorable. The members of the Westport Lodge of Oddfellows have already extended the right hand of charity to their brother in distress and are now about to get up a friendly little raffle on his behalf, the particulars of which may be read in our advertising columns. We need hardly hint that the kindly disposed will do well to take a chance therein, as an easy means of affording succor to those who sorely need it. [326,343,475,639]
table-row: Thursday 6.44 5.18 [14,156,128,165]
court-paragraph: By Court: The crew commenced discharging on the Friday morning, the day after arrival, before entries had been passed. It was then stormy weather. Tried to sell the potatoes by auction on Saturday, on the wharf, but could get no fair bid, as the bags were so wet. The potatoes placed on the street remained there until the following Thursday, as no drays could be obtained sooner to take them away. When no sale could be effected, had rented a place from Jules Simon to store the potatoes in. [639,1501,788,1649]
court-paragraph: By Captain Duncan: The weather on Friday might have been fair towards [639,1770,788,1790]
goldfields-paragraph: General Night Licenses are granted to holders of ordinary licenses, on payment of a further fee of £10 yearly, or £5 half yearly. [952,710,1100,751]
article-paragraph: The Thames district is going to petition for increased representation. [483,1820,631,1841]
article-paragraph: It is rumored in political circles in Wellington, that in the event of the Ministry being defeated, a new Government would be formed, with Sir David Monro as Premier; Mr Stafford, Colonial Secretary; Mr Fitzherbert, Treasurer; Mr Curtis, Commissioner of Customs; and Mr Gillies, Native and Defence Minister. [326,1398,475,1492]
parliament-paragraph: The Government has consented to grant the following water supply subsidies:—Hibernian Water race Com- [952,1567,1100,1599]
shipping-note: The barque Alma was towed out by the Result on Saturday, at the evening tide, crossing the bar safely, and, with a freezing land-breeze, quickly made a good offing. She proceeds in ballast direct to Melbourne. [14,618,162,681]
court-paragraph: Captain Leech, harbor master, gave evidence as to having given verbal notice to Mr Parker to remove the potatoes either on Friday or Saturday morning, as it was not safe to allow them to remain on the wharf, as a fresh was rising in the river. Had given the wharfinger instructions to place a few bags on the roadway as the wharf was overweighted, being rotten and weak. It was usual to land perishable goods immediately a vessel came alongside. It was especially necessary to do so at this season with potatoes. From reference to his diary he saw that the weather prevailed on the Saturday, and he thought that had the potatoes been then taken away no damage would have occurred. [796,717,944,918]
goldfields-paragraph: Applications for the granting or renewal of Ordinary or Bottle Licenses, must be made in writing, seven days prior to the same being granted or renewed. Notices must be posted outside the premises, and at the Court House, and advertised by the Resident Magistrate in some newspaper circulated in the district. [952,830,1100,925]
column-2 [166,34,322,1621]
